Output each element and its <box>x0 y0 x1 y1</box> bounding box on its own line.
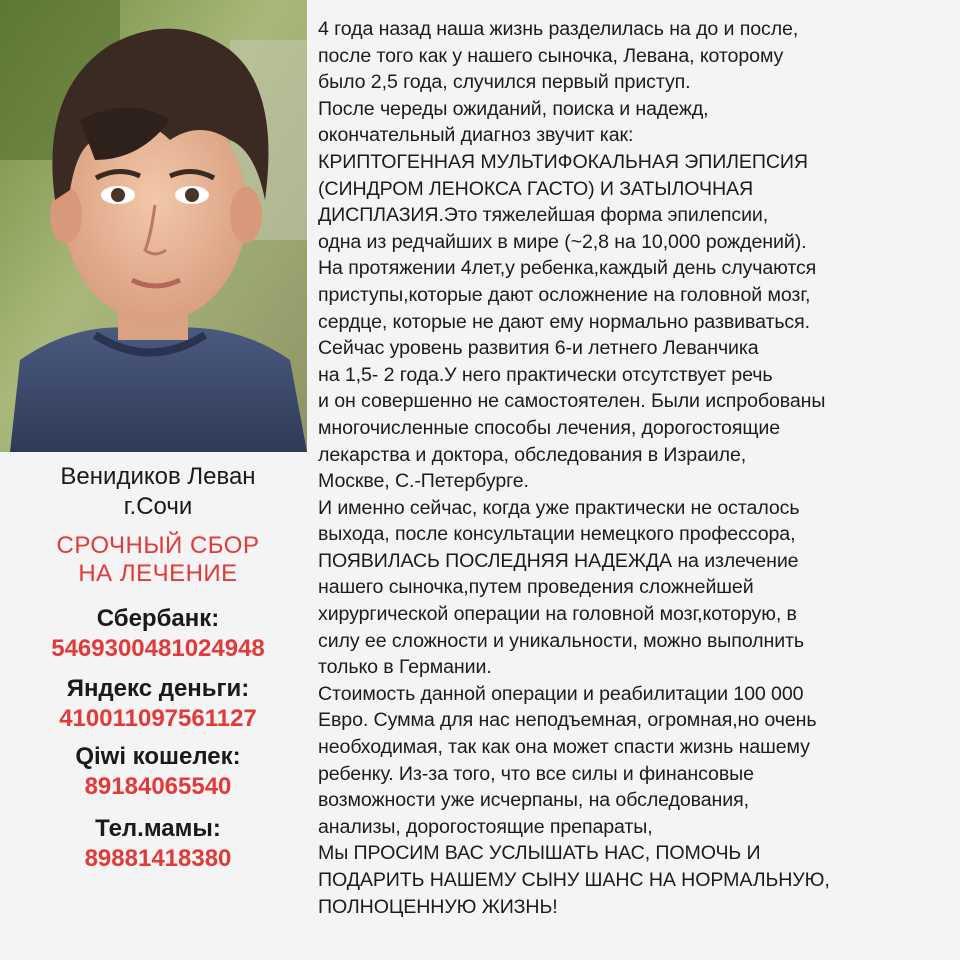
city: г.Сочи <box>123 493 193 520</box>
story-line: сердце, которые не дают ему нормально развиваться. <box>318 310 810 333</box>
story-line: ПОДАРИТЬ НАШЕМУ СЫНУ ШАНС НА НОРМАЛЬНУЮ, <box>318 869 830 891</box>
sberbank-block <box>0 604 316 664</box>
story-line: только в Германии. <box>318 656 492 679</box>
child-portrait-icon <box>0 0 307 452</box>
story-line: одна из редчайших в мире (~2,8 на 10,000 рождений). <box>318 230 807 253</box>
mother-phone-number: 89881418380 <box>84 845 232 872</box>
mother-phone-block <box>0 814 316 874</box>
story-line: 4 года назад наша жизнь разделилась на до и после, <box>318 18 799 40</box>
story-line: (СИНДРОМ ЛЕНОКСА ГАСТО) И ЗАТЫЛОЧНАЯ <box>318 177 754 200</box>
story-line: хирургической операции на головной мозг,которую, в <box>318 603 797 626</box>
mother-phone-label: Тел.мамы: <box>95 815 221 842</box>
urgent-line-2: НА ЛЕЧЕНИЕ <box>78 560 238 587</box>
sberbank-label: Сбербанк: <box>96 605 220 632</box>
story-line: необходимая, так как она может спасти жизнь нашему <box>318 736 810 759</box>
story-line: Евро. Сумма для нас неподъемная, огромная,но очень <box>318 709 817 732</box>
urgent-line-1: СРОЧНЫЙ СБОР <box>56 532 260 559</box>
story-line: приступы,которые дают осложнение на головной мозг, <box>318 283 811 306</box>
yandex-money-block <box>0 674 316 734</box>
story-line: было 2,5 года, случился первый приступ. <box>318 71 691 94</box>
story-text <box>318 16 950 920</box>
sberbank-card-number: 5469300481024948 <box>51 635 265 662</box>
story-line: И именно сейчас, когда уже практически не осталось <box>318 496 800 519</box>
story-line: ПОЯВИЛАСЬ ПОСЛЕДНЯЯ НАДЕЖДА на излечение <box>318 549 799 572</box>
story-line: ДИСПЛАЗИЯ.Это тяжелейшая форма эпилепсии, <box>318 204 769 227</box>
story-line: на 1,5- 2 года.У него практически отсутствует речь <box>318 363 773 386</box>
story-line: окончательный диагноз звучит как: <box>318 124 634 147</box>
story-line: ПОЛНОЦЕННУЮ ЖИЗНЬ! <box>318 895 558 918</box>
story-line: выхода, после консультации немецкого профессора, <box>318 523 796 546</box>
story-line: Москве, С.-Петербурге. <box>318 470 529 493</box>
child-photo <box>0 0 307 452</box>
urgent-fundraising-heading <box>0 532 316 588</box>
story-line: КРИПТОГЕННАЯ МУЛЬТИФОКАЛЬНАЯ ЭПИЛЕПСИЯ <box>318 150 808 173</box>
child-name: Венидиков Леван <box>60 463 256 490</box>
qiwi-label: Qiwi кошелек: <box>75 743 241 770</box>
story-line: ребенку. Из-за того, что все силы и финансовые <box>318 762 754 785</box>
story-line: Сейчас уровень развития 6-и летнего Леванчика <box>318 337 759 360</box>
story-line: Мы ПРОСИМ ВАС УСЛЫШАТЬ НАС, ПОМОЧЬ И <box>318 842 761 865</box>
story-line: На протяжении 4лет,у ребенка,каждый день случаются <box>318 257 817 280</box>
qiwi-block <box>0 742 316 802</box>
fundraiser-info <box>0 460 316 874</box>
story-line: возможности уже исчерпаны, на обследования, <box>318 789 749 812</box>
qiwi-number: 89184065540 <box>84 773 232 800</box>
story-line: анализы, дорогостоящие препараты, <box>318 815 653 838</box>
story-line: многочисленные способы лечения, дорогостоящие <box>318 416 780 439</box>
story-line: и он совершенно не самостоятелен. Были испробованы <box>318 390 826 413</box>
story-line: Стоимость данной операции и реабилитации 100 000 <box>318 682 804 705</box>
story-line: силу ее сложности и уникальности, можно выполнить <box>318 629 805 652</box>
story-line: после того как у нашего сыночка, Левана, которому <box>318 44 784 67</box>
story-line: После череды ожиданий, поиска и надежд, <box>318 97 709 120</box>
story-line: нашего сыночка,путем проведения сложнейшей <box>318 576 754 599</box>
yandex-money-number: 410011097561127 <box>59 705 257 732</box>
yandex-money-label: Яндекс деньги: <box>66 675 250 702</box>
story-line: лекарства и доктора, обследования в Израиле, <box>318 443 747 466</box>
